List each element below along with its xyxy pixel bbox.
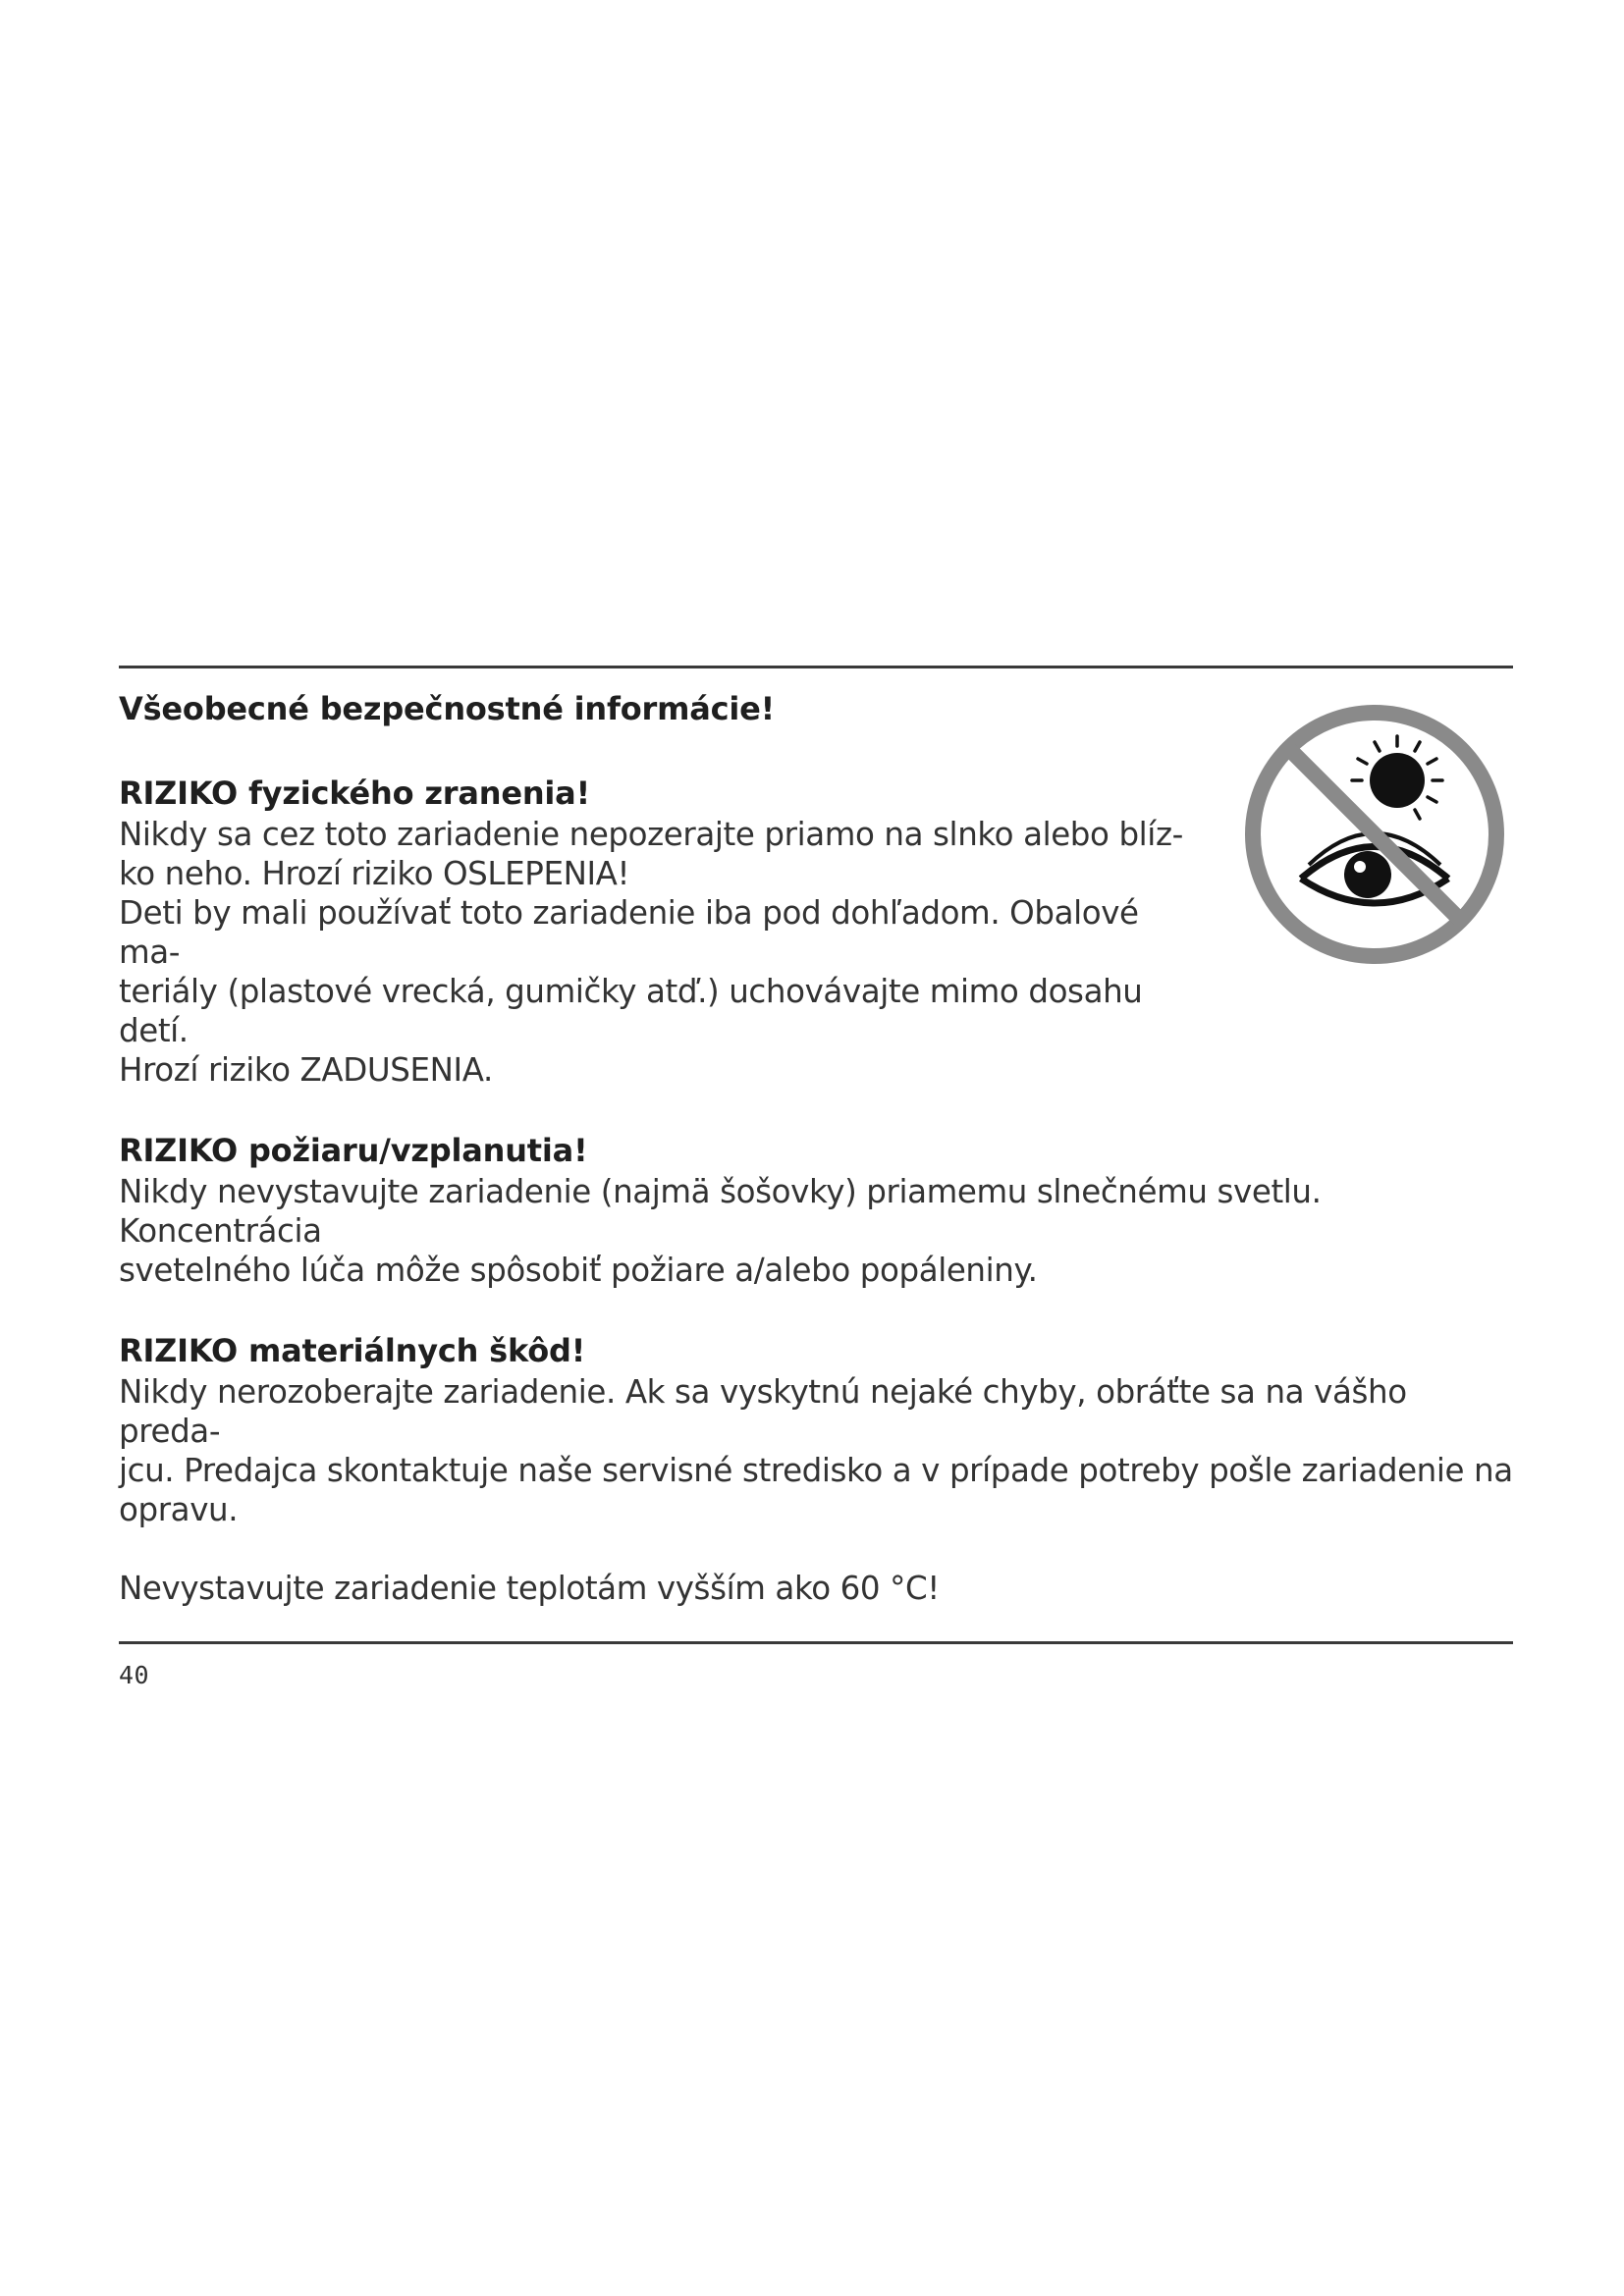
section-heading: RIZIKO fyzického zranenia!	[119, 774, 590, 812]
section-fire-risk	[119, 1129, 1513, 1290]
text-line: ko neho. Hrozí riziko OSLEPENIA!	[119, 855, 630, 892]
page-title: Všeobecné bezpečnostné informácie!	[119, 690, 776, 727]
text-line: Nikdy sa cez toto zariadenie nepozerajte priamo na slnko alebo blíz-	[119, 816, 1183, 853]
section-material-damage	[119, 1329, 1513, 1529]
section-heading: RIZIKO materiálnych škôd!	[119, 1332, 586, 1369]
text-line: Nikdy nerozoberajte zariadenie. Ak sa vyskytnú nejaké chyby, obráťte sa na vášho preda-	[119, 1373, 1407, 1450]
no-looking-at-sun-icon	[1232, 692, 1517, 977]
text-line: Nikdy nevystavujte zariadenie (najmä šošovky) priamemu slnečnému svetlu. Koncentrácia	[119, 1173, 1322, 1250]
section-heading: RIZIKO požiaru/vzplanutia!	[119, 1132, 588, 1169]
top-divider	[119, 666, 1513, 668]
text-line: teriály (plastové vrecká, gumičky atď.) uchovávajte mimo dosahu detí.	[119, 973, 1143, 1049]
text-line: opravu.	[119, 1491, 239, 1528]
text-line: jcu. Predajca skontaktuje naše servisné stredisko a v prípade potreby pošle zariadenie na	[119, 1452, 1513, 1489]
temperature-note: Nevystavujte zariadenie teplotám vyšším ako 60 °C!	[119, 1570, 940, 1607]
text-line: Hrozí riziko ZADUSENIA.	[119, 1051, 493, 1089]
sun-icon	[1352, 736, 1442, 819]
page-number: 40	[119, 1661, 150, 1689]
section-temperature	[119, 1569, 1513, 1608]
section-body	[119, 815, 1199, 1090]
text-line: Deti by mali používať toto zariadenie iba pod dohľadom. Obalové ma-	[119, 894, 1139, 971]
bottom-divider	[119, 1641, 1513, 1644]
text-line: svetelného lúča môže spôsobiť požiare a/alebo popáleniny.	[119, 1252, 1038, 1289]
